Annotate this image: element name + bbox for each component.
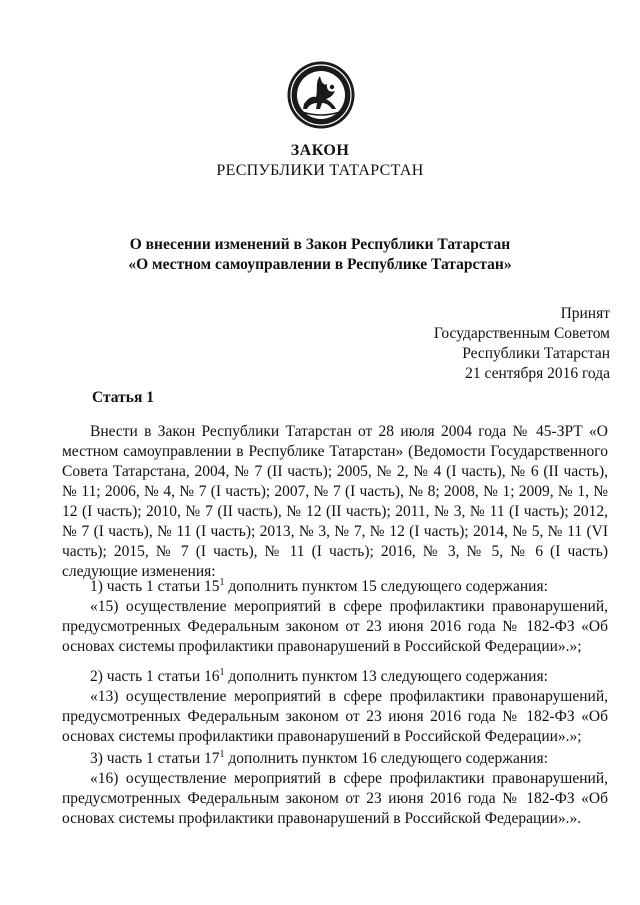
- article-intro: [62, 422, 608, 582]
- amendment-item-2-quote: «13) осуществление мероприятий в сфере профилактики правонарушений, предусмотренных Федеральным законом от 23 июня 2016 года № 182-ФЗ «Об основах системы профилактики правонарушений в Российской Федерации».»;: [62, 688, 608, 746]
- item-2-suffix: дополнить пунктом 13 следующего содержания:: [224, 668, 548, 686]
- article-title: Статья 1: [92, 389, 154, 406]
- item-2-prefix: 2) часть 1 статьи 16: [90, 668, 220, 686]
- amendment-item-3: [62, 745, 608, 829]
- item-3-prefix: 3) часть 1 статьи 17: [90, 750, 220, 768]
- amendment-item-2: [62, 663, 608, 747]
- adopted-body: Государственным Советом: [433, 325, 610, 342]
- amendment-item-1-quote: «15) осуществление мероприятий в сфере профилактики правонарушений, предусмотренных Федеральным законом от 23 июня 2016 года № 182-ФЗ «Об основах системы профилактики правонарушений в Российской Федерации».»;: [62, 598, 608, 656]
- adopted-label: Принят: [560, 305, 610, 322]
- article-intro-text: Внести в Закон Республики Татарстан от 28 июля 2004 года № 45-ЗРТ «О местном самоуправлении в Республике Татарстан» (Ведомости Государственного Совета Татарстана, 2004, № 7 (II часть); 2005, № 2, № 4 (I часть), № 6 (II часть), № 11; 2006, № 4, № 7 (I часть); 2007, № 7 (I часть), № 8; 2008, № 1; 2009, № 1, № 12 (I часть); 2010, № 7 (II часть), № 12 (II часть); 2011, № 3, № 11 (I часть); 2012, № 7 (I часть), № 11 (I часть); 2013, № 3, № 7, № 12 (I часть); 2014, № 5, № 11 (VI часть); 2015, № 7 (I часть), № 11 (I часть); 2016, № 3, № 5, № 6 (I часть) следующие изменения:: [62, 423, 608, 580]
- heading-line-2: «О местном самоуправлении в Республике Татарстан»: [128, 256, 512, 273]
- item-1-suffix: дополнить пунктом 15 следующего содержания:: [224, 578, 548, 596]
- amendment-item-3-header: [62, 745, 608, 769]
- amendment-item-1: [62, 573, 608, 657]
- item-2-sup: 1: [219, 667, 225, 678]
- adopted-republic: Республики Татарстан: [462, 345, 610, 362]
- coat-of-arms-icon: [286, 60, 356, 130]
- heading-line-1: О внесении изменений в Закон Республики Татарстан: [129, 236, 511, 253]
- adopted-date: 21 сентября 2016 года: [465, 365, 610, 382]
- amendment-item-1-header: [62, 573, 608, 597]
- law-title: ЗАКОН: [290, 142, 350, 159]
- adoption-block: [434, 304, 610, 384]
- document-heading: [0, 235, 640, 275]
- item-1-sup: 1: [219, 577, 225, 588]
- amendment-item-2-header: [62, 663, 608, 687]
- law-subtitle: РЕСПУБЛИКИ ТАТАРСТАН: [216, 162, 424, 179]
- amendment-item-3-quote: «16) осуществление мероприятий в сфере профилактики правонарушений, предусмотренных Федеральным законом от 23 июня 2016 года № 182-ФЗ «Об основах системы профилактики правонарушений в Российской Федерации».».: [62, 770, 608, 828]
- item-3-suffix: дополнить пунктом 16 следующего содержания:: [224, 750, 548, 768]
- item-1-prefix: 1) часть 1 статьи 15: [90, 578, 220, 596]
- item-3-sup: 1: [219, 749, 225, 760]
